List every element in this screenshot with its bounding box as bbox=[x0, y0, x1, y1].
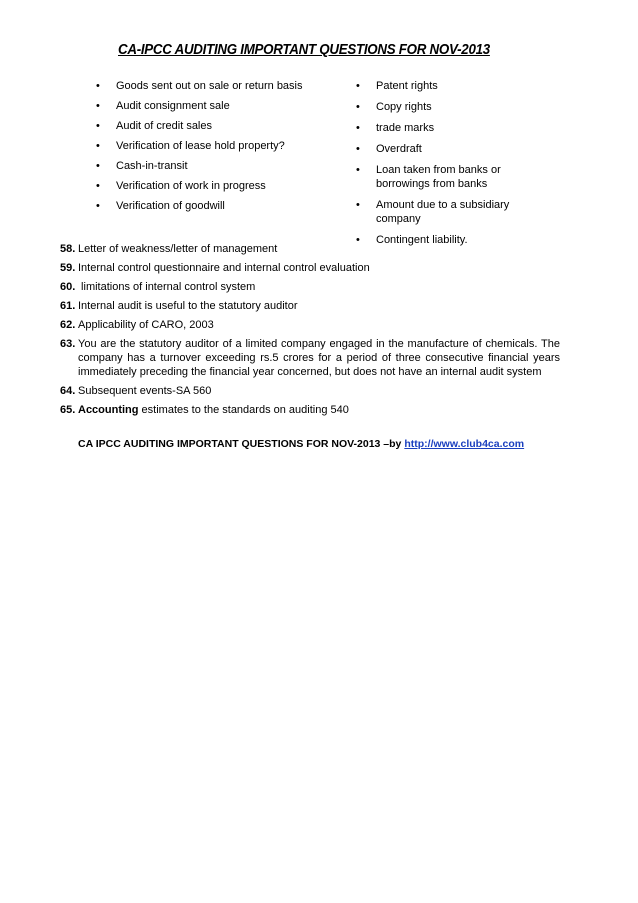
question-number: 65. bbox=[60, 404, 76, 416]
footer-text: CA IPCC AUDITING IMPORTANT QUESTIONS FOR NOV-2013 –by bbox=[78, 438, 405, 450]
question-item bbox=[60, 280, 560, 294]
bullet-icon: • bbox=[96, 160, 100, 172]
list-item-text: Amount due to a subsidiary company bbox=[376, 199, 510, 225]
list-item-text: Copy rights bbox=[376, 101, 432, 113]
footer-credit bbox=[78, 438, 524, 450]
question-item bbox=[60, 403, 560, 417]
list-item bbox=[96, 159, 306, 173]
list-item bbox=[356, 79, 556, 93]
left-bullet-list bbox=[96, 79, 306, 219]
bullet-icon: • bbox=[356, 80, 360, 92]
list-item-text: trade marks bbox=[376, 122, 435, 134]
list-item bbox=[96, 179, 306, 193]
question-number: 62. bbox=[60, 319, 76, 331]
list-item bbox=[356, 142, 556, 156]
bullet-icon: • bbox=[356, 199, 360, 211]
list-item bbox=[96, 199, 306, 213]
question-text: Internal control questionnaire and internal control evaluation bbox=[78, 262, 370, 274]
list-item-text: Goods sent out on sale or return basis bbox=[116, 80, 303, 92]
question-text: Internal audit is useful to the statutory auditor bbox=[78, 300, 298, 312]
question-text bbox=[78, 403, 560, 417]
list-item-text: Audit consignment sale bbox=[116, 100, 230, 112]
question-text: limitations of internal control system bbox=[78, 281, 256, 293]
question-number: 60. bbox=[60, 281, 76, 293]
bullet-icon: • bbox=[96, 180, 100, 192]
list-item-text: Audit of credit sales bbox=[116, 120, 212, 132]
list-item bbox=[96, 99, 306, 113]
bullet-icon: • bbox=[96, 120, 100, 132]
list-item bbox=[356, 163, 556, 191]
question-text: You are the statutory auditor of a limited company engaged in the manufacture of chemicals. The company has a turnover exceeding rs.5 crores for a period of three consecutive financial years immediately preceding the financial year concerned, but does not have an internal audit system bbox=[78, 338, 560, 378]
bullet-icon: • bbox=[356, 122, 360, 134]
question-item bbox=[60, 242, 560, 256]
bullet-icon: • bbox=[96, 140, 100, 152]
list-item-text: Verification of lease hold property? bbox=[116, 140, 285, 152]
bullet-icon: • bbox=[356, 143, 360, 155]
question-number: 59. bbox=[60, 262, 76, 274]
list-item bbox=[96, 119, 306, 133]
question-item bbox=[60, 384, 560, 398]
question-item bbox=[60, 299, 560, 313]
list-item-text: Contingent liability. bbox=[376, 234, 468, 246]
question-list bbox=[60, 242, 560, 422]
question-number: 64. bbox=[60, 385, 76, 397]
question-text: Applicability of CARO, 2003 bbox=[78, 319, 214, 331]
bullet-icon: • bbox=[356, 164, 360, 176]
list-item bbox=[96, 79, 306, 93]
list-item-text: Loan taken from banks or borrowings from banks bbox=[376, 164, 501, 190]
question-lead: Accounting bbox=[78, 404, 139, 416]
bullet-icon: • bbox=[96, 200, 100, 212]
list-item-text: Cash-in-transit bbox=[116, 160, 188, 172]
bullet-icon: • bbox=[356, 234, 360, 246]
list-item bbox=[356, 100, 556, 114]
right-bullet-list bbox=[356, 79, 556, 254]
question-item bbox=[60, 261, 560, 275]
question-number: 63. bbox=[60, 338, 76, 350]
question-text: Letter of weakness/letter of management bbox=[78, 243, 278, 255]
list-item-text: Patent rights bbox=[376, 80, 438, 92]
question-number: 58. bbox=[60, 243, 76, 255]
bullet-icon: • bbox=[96, 80, 100, 92]
list-item-text: Verification of goodwill bbox=[116, 200, 225, 212]
list-item bbox=[356, 198, 556, 226]
question-rest: estimates to the standards on auditing 540 bbox=[138, 404, 349, 416]
bullet-icon: • bbox=[96, 100, 100, 112]
page-title: CA-IPCC AUDITING IMPORTANT QUESTIONS FOR NOV-2013 bbox=[118, 42, 490, 58]
bullet-icon: • bbox=[356, 101, 360, 113]
question-text: Subsequent events-SA 560 bbox=[78, 385, 212, 397]
question-item bbox=[60, 318, 560, 332]
list-item-text: Overdraft bbox=[376, 143, 422, 155]
list-item bbox=[356, 121, 556, 135]
footer-link[interactable]: http://www.club4ca.com bbox=[404, 438, 525, 450]
question-item bbox=[60, 337, 560, 379]
list-item-text: Verification of work in progress bbox=[116, 180, 266, 192]
list-item bbox=[96, 139, 306, 153]
question-number: 61. bbox=[60, 300, 76, 312]
